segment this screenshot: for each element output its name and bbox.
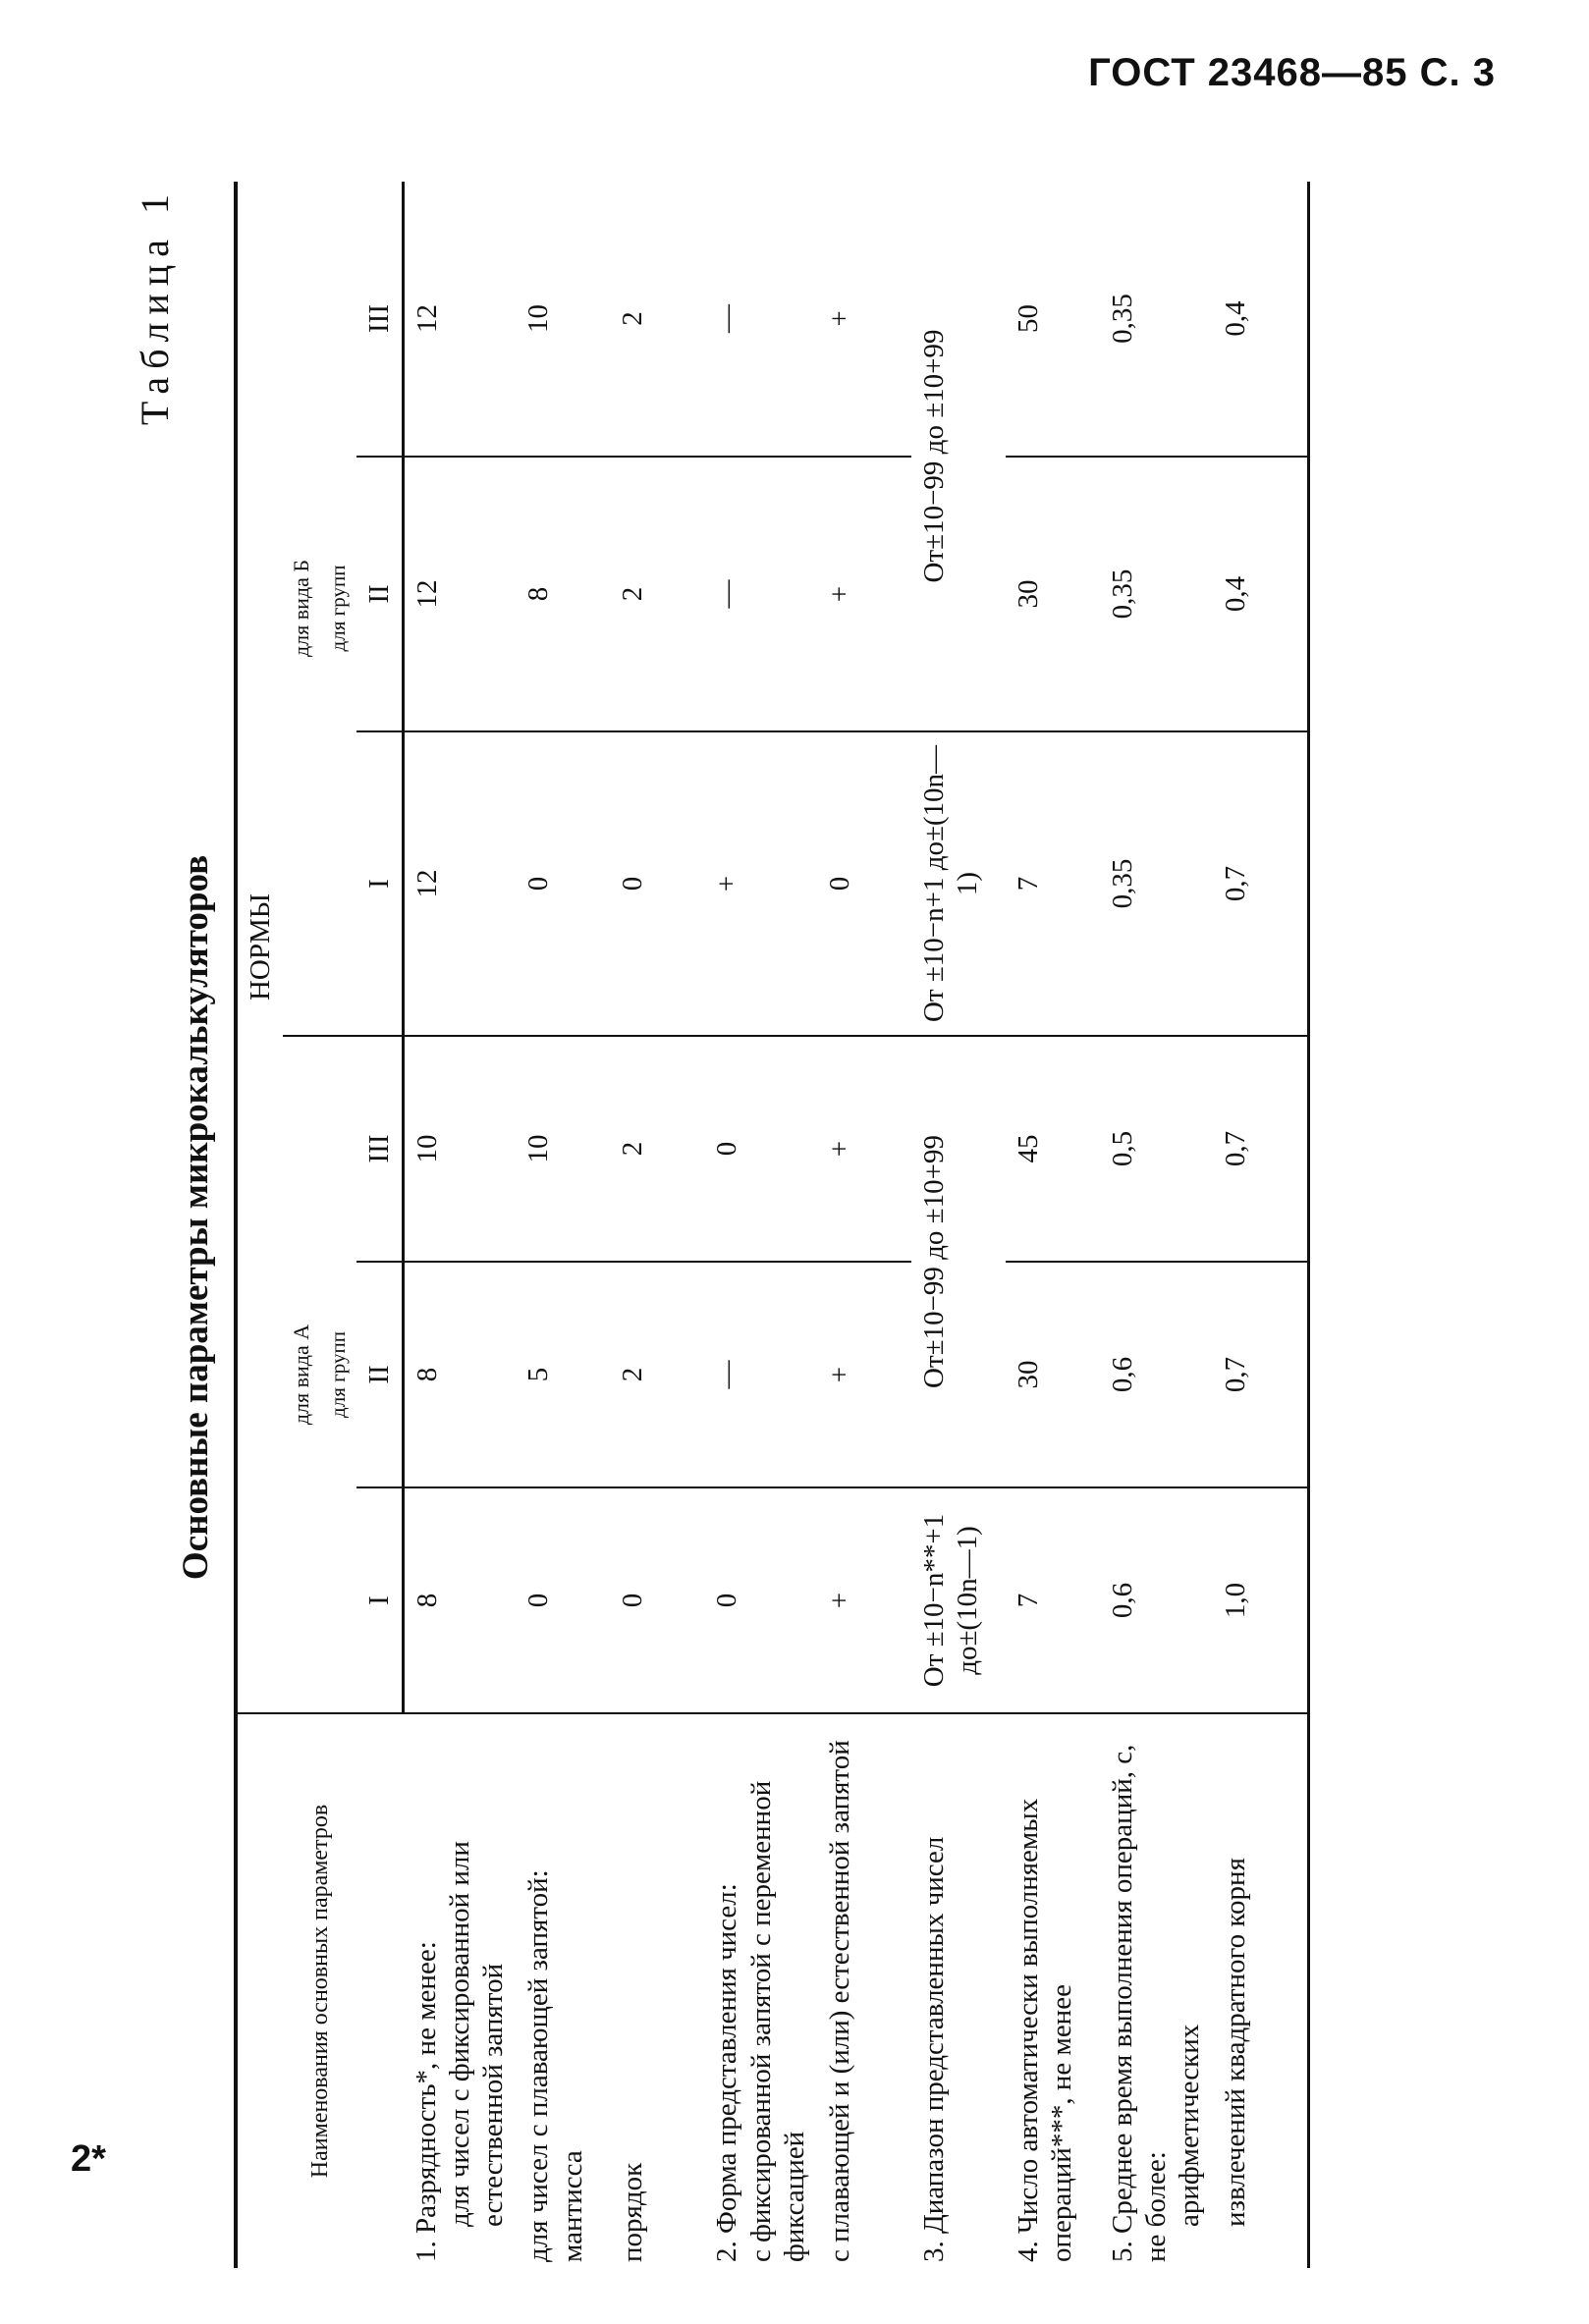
param-subline: для чисел с фиксированной или естественной запятой [443,1841,510,2227]
table-title: Основные параметры микрокалькуляторов [176,854,216,1581]
value-cell: 45 [1006,1036,1100,1262]
param-cell [516,1713,610,2268]
value-cell: — [704,182,817,457]
groups-b-header: для групп [320,182,356,1036]
type-a-header: для вида А [283,1036,320,1713]
value-cell: + [817,457,911,731]
table-row [516,182,610,2268]
param-subline: арифметических [1174,2024,1206,2227]
param-cell [1006,1713,1100,2268]
value-cell: 0,6 [1100,1262,1213,1487]
group-a-1: I [356,1487,404,1713]
group-b-3: III [356,182,404,457]
value-cell: + [817,1036,911,1262]
param-subline: мантисса [556,2150,588,2262]
rotated-table-frame [128,157,1503,2278]
value-cell: 0,4 [1213,457,1309,731]
value-cell: 2 [610,1036,704,1262]
value-cell: 12 [404,731,517,1036]
table-row [404,182,517,2268]
table-row [704,182,817,2268]
value-cell: + [817,1487,911,1713]
value-cell: 0 [610,731,704,1036]
param-line: с плавающей и (или) естественной запятой [823,1740,855,2262]
value-cell: — [704,457,817,731]
value-cell: 2 [610,457,704,731]
param-line: 5. Среднее время выполнения операций, с, не более: [1106,1744,1173,2262]
range-cell: От±10−99 до ±10+99 [911,182,1006,731]
value-cell: 7 [1006,731,1100,1036]
value-cell: 30 [1006,1262,1100,1487]
value-cell: 5 [516,1262,610,1487]
param-header: Наименования основных параметров [236,1713,404,2268]
table-row [610,182,704,2268]
table-row [911,182,1006,2268]
value-cell: 10 [516,1036,610,1262]
range-cell: От ±10−n+1 до±(10n—1) [911,731,1006,1036]
param-cell [1100,1713,1213,2268]
param-line: извлечений квадратного корня [1219,1858,1251,2227]
groups-a-header: для групп [320,1036,356,1713]
table-row [817,182,911,2268]
type-b-header: для вида Б [283,182,320,1036]
value-cell: 0 [516,1487,610,1713]
table-row [1213,182,1309,2268]
param-cell [704,1713,817,2268]
value-cell: 0,6 [1100,1487,1213,1713]
param-cell [817,1713,911,2268]
value-cell: 8 [404,1262,517,1487]
value-cell: + [817,182,911,457]
value-cell: 0 [516,731,610,1036]
table-row [1006,182,1100,2268]
group-a-2: II [356,1262,404,1487]
value-cell: 30 [1006,457,1100,731]
value-cell: 0,35 [1100,457,1213,731]
param-line: 1. Разрядность*, не менее: [410,1941,442,2262]
value-cell: 10 [516,182,610,457]
param-line: 3. Диапазон представленных чисел [917,1836,950,2262]
range-cell: От±10−99 до ±10+99 [911,1036,1006,1487]
value-cell: 0,35 [1100,182,1213,457]
value-cell: 0 [704,1487,817,1713]
value-cell: 8 [516,457,610,731]
value-cell: 50 [1006,182,1100,457]
param-line: 2. Форма представления чисел: [711,1883,743,2262]
value-cell: 12 [404,182,517,457]
page-header: ГОСТ 23468—85 С. 3 [1088,51,1496,94]
value-cell: + [704,731,817,1036]
param-cell [404,1713,517,2268]
param-line: порядок [617,2162,649,2262]
value-cell: 0,7 [1213,1262,1309,1487]
group-b-1: I [356,731,404,1036]
value-cell: + [817,1262,911,1487]
param-cell [1213,1713,1309,2268]
value-cell: 8 [404,1487,517,1713]
parameters-table [234,182,1310,2268]
group-a-3: III [356,1036,404,1262]
value-cell: 2 [610,1262,704,1487]
param-cell [610,1713,704,2268]
value-cell: 0,4 [1213,182,1309,457]
value-cell: 12 [404,457,517,731]
value-cell: 2 [610,182,704,457]
value-cell: 0,35 [1100,731,1213,1036]
value-cell: 0,7 [1213,1036,1309,1262]
value-cell: 0,7 [1213,731,1309,1036]
param-subline: с фиксированной запятой с переменной фиксацией [744,1780,810,2262]
param-line: 4. Число автоматически выполняемых операций***, не менее [1012,1798,1078,2262]
table-row [1100,182,1213,2268]
value-cell: 0,5 [1100,1036,1213,1262]
param-cell [911,1713,1006,2268]
group-b-2: II [356,457,404,731]
table-number: Таблица 1 [133,187,177,426]
value-cell: 10 [404,1036,517,1262]
range-cell: От ±10−n**+1 до±(10n—1) [911,1487,1006,1713]
value-cell: 7 [1006,1487,1100,1713]
norms-header: НОРМЫ [236,182,283,1713]
value-cell: 0 [704,1036,817,1262]
value-cell: 0 [610,1487,704,1713]
page-number-mark: 2* [71,2138,106,2180]
header-row-norms [236,182,283,2268]
param-line: для чисел с плавающей запятой: [522,1869,555,2262]
value-cell: 0 [817,731,911,1036]
value-cell: 1,0 [1213,1487,1309,1713]
value-cell: — [704,1262,817,1487]
